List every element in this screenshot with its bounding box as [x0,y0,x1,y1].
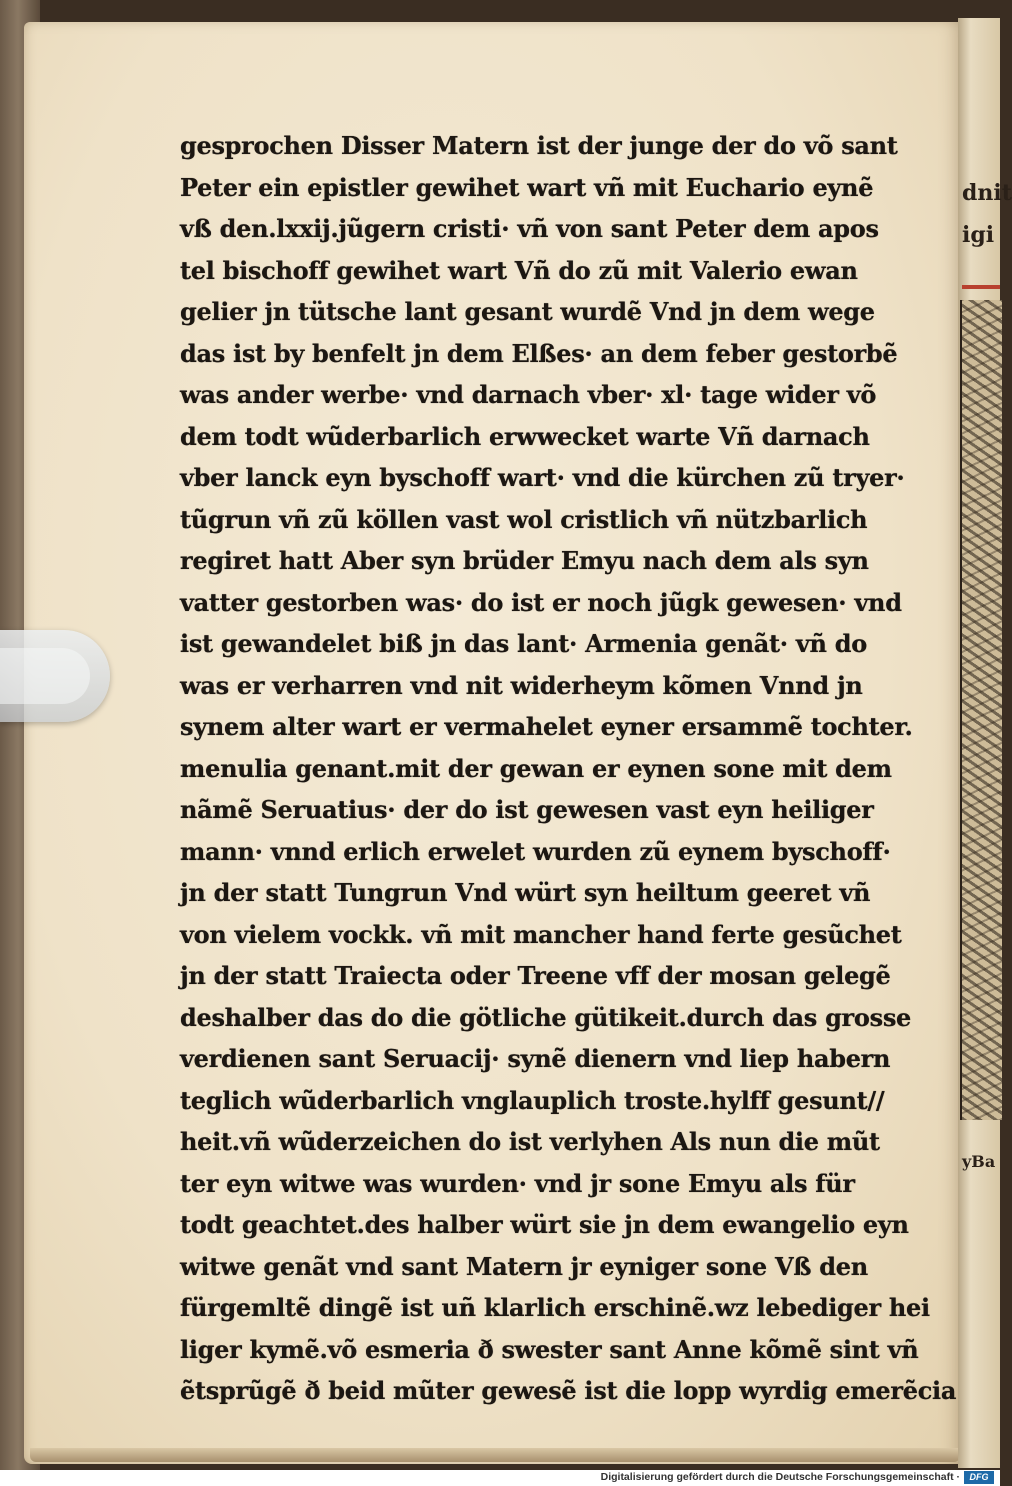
facing-page-fragment: yBa [962,1152,996,1171]
text-line: todt geachtet.des halber würt sie jn dem ewangelio eyn [180,1210,909,1239]
text-line: liger kymẽ.võ esmeria ð swester sant Anne kõmẽ sint vñ [180,1334,919,1364]
text-line: heit.vñ wũderzeichen do ist verlyhen Als nun die mũt [180,1127,880,1156]
text-block [180,125,957,1412]
text-line: mann· vnnd erlich erwelet wurden zũ eynem byschoff· [180,836,891,866]
text-line: vber lanck eyn byschoff wart· vnd die kürchen zũ tryer· [180,463,905,492]
page-bottom-edge [30,1448,960,1462]
text-line: vatter gestorben was· do ist er noch jũgk gewesen· vnd [180,587,902,617]
text-line: jn der statt Tungrun Vnd würt syn heiltum geeret vñ [180,878,871,907]
text-line: jn der statt Traiecta oder Treene vff der mosan gelegẽ [180,961,891,990]
text-line: deshalber das do die götliche gütikeit.durch das grosse [180,1002,912,1032]
facing-page-fragment: dnit [962,180,1012,206]
text-line: ist gewandelet biß jn das lant· Armenia genãt· vñ do [180,629,867,658]
text-line: nãmẽ Seruatius· der do ist gewesen vast eyn heiliger [180,795,874,824]
text-line: gelier jn tütsche lant gesant wurdẽ Vnd jn dem wege [180,297,875,326]
text-line: tũgrun vñ zũ köllen vast wol cristlich vñ nützbarlich [180,504,868,534]
text-line: tel bischoff gewihet wart Vñ do zũ mit Valerio ewan [180,255,858,285]
text-line: vß den.lxxij.jũgern cristi· vñ von sant Peter dem apos [180,214,879,243]
footer-credit: Digitalisierung gefördert durch die Deutsche Forschungsgemeinschaft · [600,1471,960,1483]
text-line: Peter ein epistler gewihet wart vñ mit Euchario eynẽ [180,172,874,202]
text-line: ter eyn witwe was wurden· vnd jr sone Emyu als für [180,1168,855,1198]
text-line: synem alter wart er vermahelet eyner ersammẽ tochter. [180,712,913,741]
text-line: menulia genant.mit der gewan er eynen sone mit dem [180,753,892,783]
text-line: fürgemltẽ dingẽ ist uñ klarlich erschinẽ.wz lebediger hei [180,1293,930,1322]
text-line: regiret hatt Aber syn brüder Emyu nach dem als syn [180,546,869,575]
page-clip-highlight [0,648,90,704]
dfg-logo-icon[interactable]: DFG [964,1471,994,1484]
facing-page-rubric-line [962,285,1000,289]
text-line: von vielem vockk. vñ mit mancher hand ferte gesũchet [180,919,902,949]
facing-page-woodcut-image [960,300,1002,1120]
text-line: dem todt wũderbarlich erwwecket warte Vñ darnach [180,421,870,451]
text-line: witwe genãt vnd sant Matern jr eyniger sone Vß den [180,1251,868,1281]
text-line: ẽtsprũgẽ ð beid mũter gewesẽ ist die lopp wyrdig emerẽcia [180,1376,957,1405]
text-line: das ist by benfelt jn dem Elßes· an dem feber gestorbẽ [180,338,898,368]
text-line: was er verharren vnd nit widerheym kõmen Vnnd jn [180,670,863,700]
facing-page-fragment: igi [962,222,995,248]
text-line: verdienen sant Seruacij· synẽ dienern vnd liep habern [180,1044,891,1073]
text-line: teglich wũderbarlich vnglauplich troste.hylff gesunt// [180,1085,885,1115]
text-line: was ander werbe· vnd darnach vber· xl· tage wider võ [180,380,877,409]
text-line: gesprochen Disser Matern ist der junge der do võ sant [180,131,898,160]
